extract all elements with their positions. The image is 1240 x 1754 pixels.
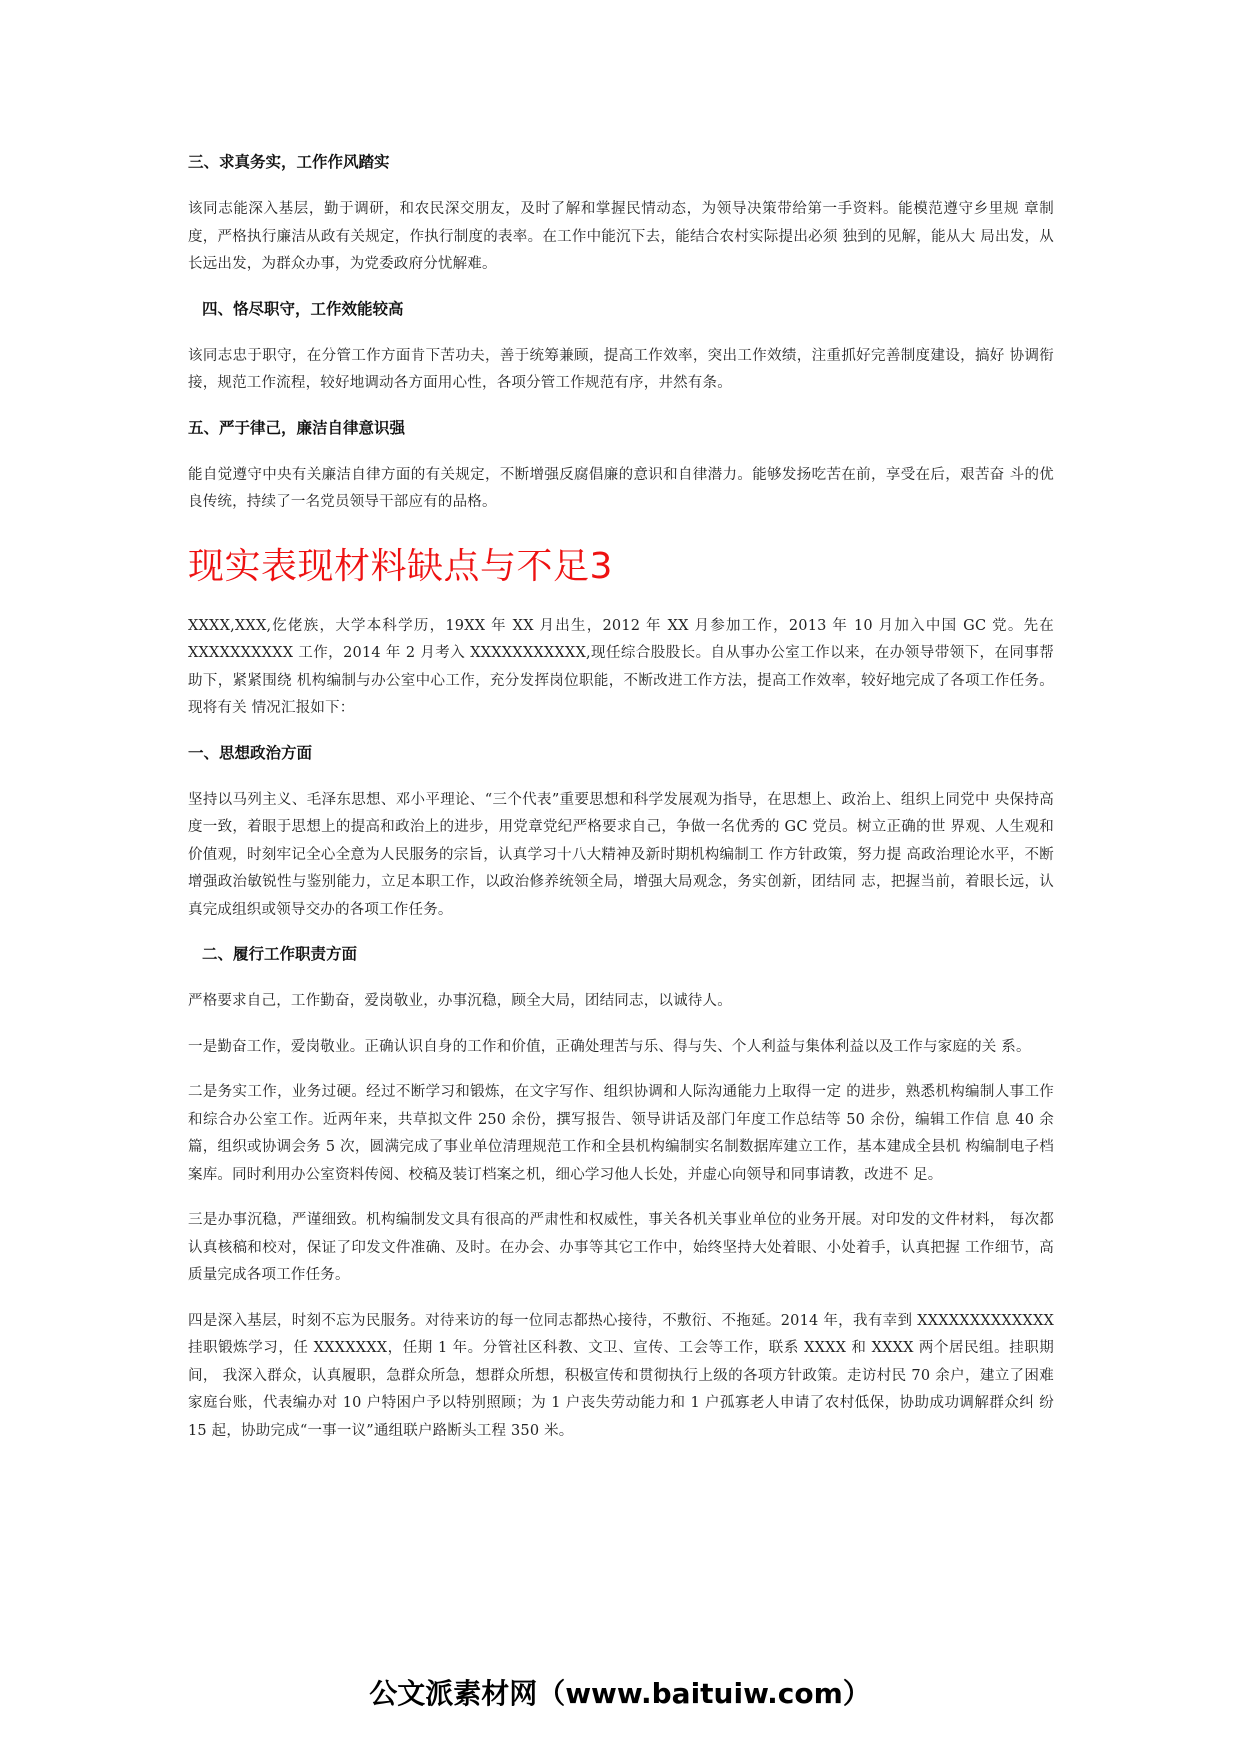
section-4-paragraph: 该同志忠于职守，在分管工作方面肯下苦功夫，善于统筹兼顾，提高工作效率，突出工作效绩，注重抓好完善制度建设，搞好 协调衔接，规范工作流程，较好地调动各方面用心性，各项分管工作规范有序，井然有条。 xyxy=(188,347,1054,391)
part-2-heading: 二、履行工作职责方面 xyxy=(202,945,358,963)
part-2-item-2: 二是务实工作，业务过硬。经过不断学习和锻炼，在文字写作、组织协调和人际沟通能力上取得一定 的进步，熟悉机构编制人事工作和综合办公室工作。近两年来，共草拟文件 250 余份，撰写报告、领导讲话及部门年度工作总结等 50 余份，编辑工作信 息 40 余篇，组织或协调会务 5 次，圆满完成了事业单位清理规范工作和全县机构编制实名制数据库建立工作，基本建成全县机 构编制电子档案库。同时利用办公室资料传阅、校稿及装订档案之机，细心学习他人长处，并虚心向领导和同事请教，改进不 足。 xyxy=(188,1084,1054,1183)
part-2-item-4: 四是深入基层，时刻不忘为民服务。对待来访的每一位同志都热心接待，不敷衍、不拖延。2014 年，我有幸到 XXXXXXXXXXXXX 挂职锻炼学习，任 XXXXXXX，任期 1 年。分管社区科教、文卫、宣传、工会等工作，联系 XXXX 和 XXXX 两个居民组。挂职期间， 我深入群众，认真履职，急群众所急，想群众所想，积极宣传和贯彻执行上级的各项方针政策。走访村民 70 余户，建立了困难 家庭台账，代表编办对 10 户特困户予以特别照顾；为 1 户丧失劳动能力和 1 户孤寡老人申请了农村低保，协助成功调解群众纠 纷 15 起，协助完成“一事一议”通组联户路断头工程 350 米。 xyxy=(188,1312,1054,1439)
section-heading-3: 三、求真务实，工作作风踏实 xyxy=(188,153,390,171)
section-5-paragraph: 能自觉遵守中央有关廉洁自律方面的有关规定，不断增强反腐倡廉的意识和自律潜力。能够发扬吃苦在前，享受在后，艰苦奋 斗的优良传统，持续了一名党员领导干部应有的品格。 xyxy=(188,466,1054,510)
site-footer-watermark: 公文派素材网（www.baituiw.com） xyxy=(369,1677,871,1710)
intro-paragraph: XXXX,XXX,仡佬族，大学本科学历，19XX 年 XX 月出生，2012 年 XX 月参加工作，2013 年 10 月加入中国 GC 党。先在 XXXXXXXXXX 工作，2014 年 2 月考入 XXXXXXXXXXX,现任综合股股长。自从事办公室工作以来，在办领导带领下，在同事帮助下，紧紧围绕 机构编制与办公室中心工作，充分发挥岗位职能，不断改进工作方法，提高工作效率，较好地完成了各项工作任务。现将有关 情况汇报如下： xyxy=(188,617,1054,716)
document-body xyxy=(188,150,1054,1463)
section-3-paragraph: 该同志能深入基层，勤于调研，和农民深交朋友，及时了解和掌握民情动态，为领导决策带给第一手资料。能模范遵守乡里规 章制度，严格执行廉洁从政有关规定，作执行制度的表率。在工作中能沉下去，能结合农村实际提出必须 独到的见解，能从大 局出发，从长远出发，为群众办事，为党委政府分忧解难。 xyxy=(188,201,1054,272)
part-1-paragraph: 坚持以马列主义、毛泽东思想、邓小平理论、“三个代表”重要思想和科学发展观为指导，在思想上、政治上、组织上同党中 央保持高度一致，着眼于思想上的提高和政治上的进步，用党章党纪严格要求自己，争做一名优秀的 GC 党员。树立正确的世 界观、人生观和价值观，时刻牢记全心全意为人民服务的宗旨，认真学习十八大精神及新时期机构编制工 作方针政策，努力提 高政治理论水平，不断增强政治敏锐性与鉴别能力，立足本职工作，以政治修养统领全局，增强大局观念，务实创新，团结同 志，把握当前，着眼长远，认真完成组织或领导交办的各项工作任务。 xyxy=(188,791,1054,918)
section-heading-4: 四、恪尽职守，工作效能较高 xyxy=(202,299,404,318)
part-2-item-3: 三是办事沉稳，严谨细致。机构编制发文具有很高的严肃性和权威性，事关各机关事业单位的业务开展。对印发的文件材料， 每次都认真核稿和校对，保证了印发文件准确、及时。在办会、办事等其它工作中，始终坚持大处着眼、小处着手，认真把握 工作细节，高质量完成各项工作任务。 xyxy=(188,1212,1054,1283)
section-heading-5: 五、严于律己，廉洁自律意识强 xyxy=(188,418,406,437)
part-1-heading: 一、思想政治方面 xyxy=(188,743,313,762)
document-title: 现实表现材料缺点与不足3 xyxy=(188,545,613,587)
part-2-lead-paragraph: 严格要求自己，工作勤奋，爱岗敬业，办事沉稳，顾全大局，团结同志，以诚待人。 xyxy=(188,993,732,1009)
part-2-item-1: 一是勤奋工作，爱岗敬业。正确认识自身的工作和价值，正确处理苦与乐、得与失、个人利益与集体利益以及工作与家庭的关 系。 xyxy=(188,1038,1031,1055)
